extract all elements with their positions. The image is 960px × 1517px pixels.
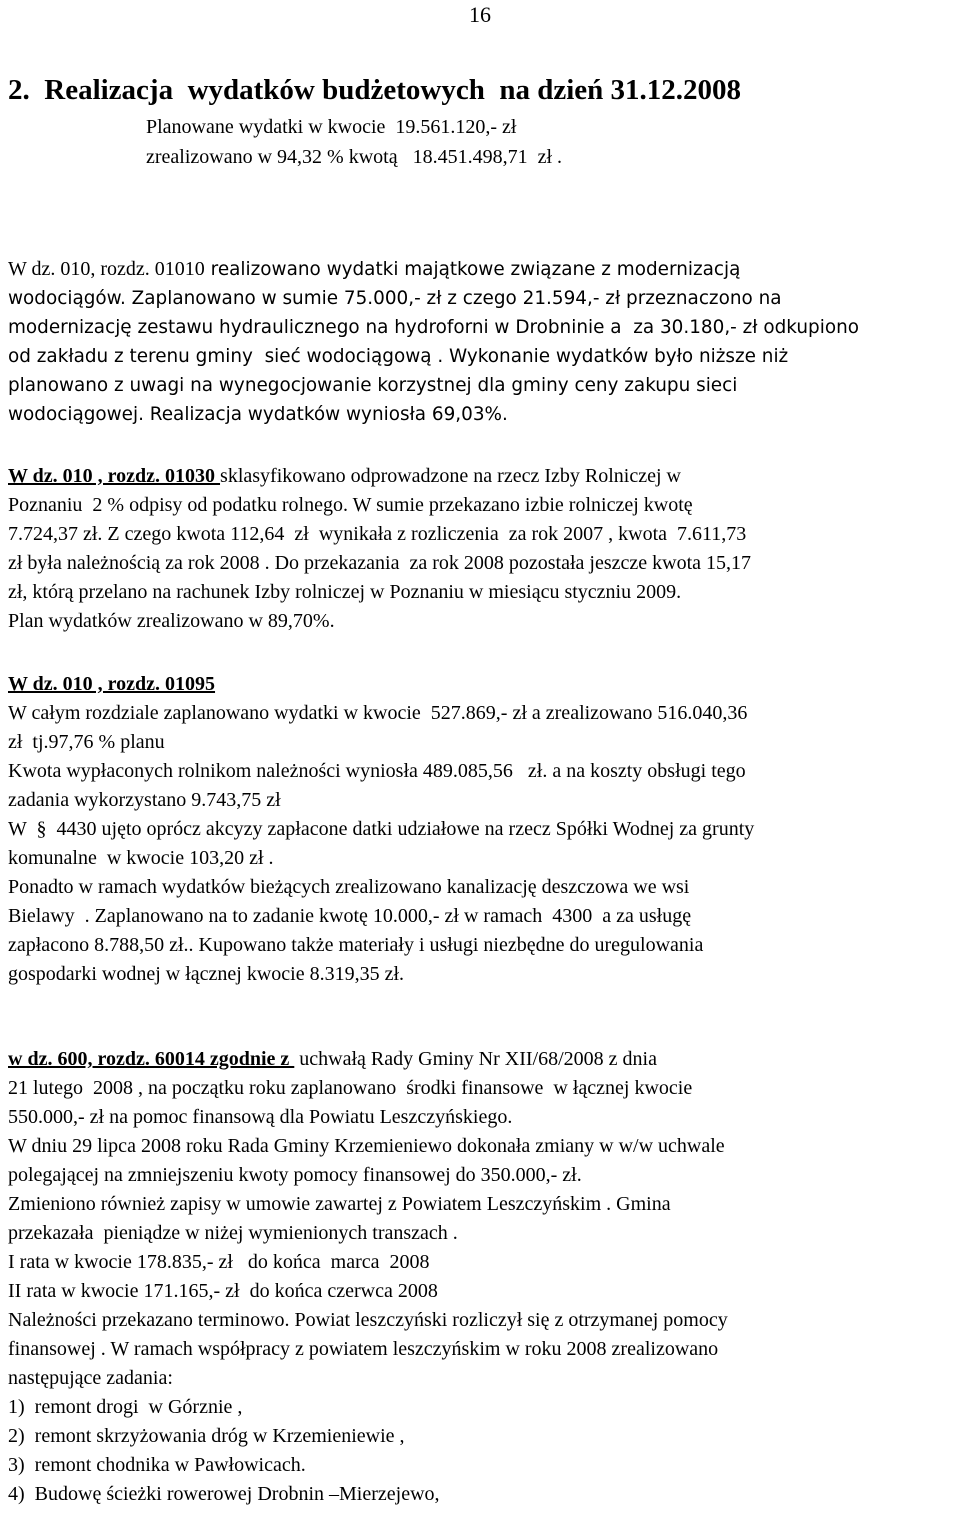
text-line: Należności przekazano terminowo. Powiat leszczyński rozliczył się z otrzymanej pomocy <box>8 1309 728 1331</box>
text-line: Kwota wypłaconych rolnikom należności wyniosła 489.085,56 zł. a na koszty obsługi tego <box>8 760 746 782</box>
list-item: 4) Budowę ścieżki rowerowej Drobnin –Mierzejewo, <box>8 1483 440 1505</box>
text-line: zł była należnością za rok 2008 . Do przekazania za rok 2008 pozostała jeszcze kwota 15,17 <box>8 552 752 574</box>
section-01010 <box>8 255 958 429</box>
text-line: W dz. 010, rozdz. 01010 realizowano wydatki majątkowe związane z modernizacją <box>8 258 741 280</box>
text-line: komunalne w kwocie 103,20 zł . <box>8 847 274 869</box>
text-line: od zakładu z terenu gminy sieć wodociągową . Wykonanie wydatków było niższe niż <box>8 346 789 367</box>
text-line: w dz. 600, rozdz. 60014 zgodnie z uchwałą Rady Gminy Nr XII/68/2008 z dnia <box>8 1048 657 1070</box>
section-01010-head: W dz. 010, rozdz. 01010 <box>8 258 205 280</box>
text-line: Plan wydatków zrealizowano w 89,70%. <box>8 610 335 632</box>
text-line: zł, którą przelano na rachunek Izby rolniczej w Poznaniu w miesiącu styczniu 2009. <box>8 581 682 603</box>
text-line: Zmieniono również zapisy w umowie zawartej z Powiatem Leszczyńskim . Gmina <box>8 1193 671 1215</box>
text-line: Ponadto w ramach wydatków bieżących zrealizowano kanalizację deszczowa we wsi <box>8 876 690 898</box>
text-line: finansowej . W ramach współpracy z powiatem leszczyńskim w roku 2008 zrealizowano <box>8 1338 719 1360</box>
realized-expenses-line: zrealizowano w 94,32 % kwotą 18.451.498,71 zł . <box>146 146 563 168</box>
section-01030-head: W dz. 010 , rozdz. 01030 <box>8 465 221 487</box>
list-item: 3) remont chodnika w Pawłowicach. <box>8 1454 306 1476</box>
text-line: zł tj.97,76 % planu <box>8 731 165 753</box>
planned-expenses-line: Planowane wydatki w kwocie 19.561.120,- zł <box>146 116 517 138</box>
section-60014-head: w dz. 600, rozdz. 60014 zgodnie z <box>8 1048 295 1070</box>
text-line: polegającej na zmniejszeniu kwoty pomocy finansowej do 350.000,- zł. <box>8 1164 582 1186</box>
text-line: modernizację zestawu hydraulicznego na hydroforni w Drobninie a za 30.180,- zł odkupiono <box>8 317 859 338</box>
text-line: 7.724,37 zł. Z czego kwota 112,64 zł wynikała z rozliczenia za rok 2007 , kwota 7.611,73 <box>8 523 747 545</box>
text-line: W dniu 29 lipca 2008 roku Rada Gminy Krzemieniewo dokonała zmiany w w/w uchwale <box>8 1135 725 1157</box>
text-line: 550.000,- zł na pomoc finansową dla Powiatu Leszczyńskiego. <box>8 1106 513 1128</box>
text-line: W dz. 010 , rozdz. 01030 sklasyfikowano odprowadzone na rzecz Izby Rolniczej w <box>8 465 681 487</box>
section-01095-head: W dz. 010 , rozdz. 01095 <box>8 673 216 695</box>
section-heading: 2. Realizacja wydatków budżetowych na dzień 31.12.2008 <box>8 74 742 106</box>
text-line: Bielawy . Zaplanowano na to zadanie kwotę 10.000,- zł w ramach 4300 a za usługę <box>8 905 692 927</box>
text-line: W § 4430 ujęto oprócz akcyzy zapłacone datki udziałowe na rzecz Spółki Wodnej za grunty <box>8 818 755 840</box>
text-line: planowano z uwagi na wynegocjowanie korzystnej dla gminy ceny zakupu sieci <box>8 375 738 396</box>
text-line: Poznaniu 2 % odpisy od podatku rolnego. W sumie przekazano izbie rolniczej kwotę <box>8 494 693 516</box>
text-line: wodociągowej. Realizacja wydatków wyniosła 69,03%. <box>8 404 508 425</box>
section-01095 <box>8 670 958 989</box>
text-line: wodociągów. Zaplanowano w sumie 75.000,- zł z czego 21.594,- zł przeznaczono na <box>8 288 782 309</box>
text-line: I rata w kwocie 178.835,- zł do końca marca 2008 <box>8 1251 430 1273</box>
text-line: II rata w kwocie 171.165,- zł do końca czerwca 2008 <box>8 1280 438 1302</box>
text-line: 21 lutego 2008 , na początku roku zaplanowano środki finansowe w łącznej kwocie <box>8 1077 693 1099</box>
text-line: przekazała pieniądze w niżej wymienionych transzach . <box>8 1222 458 1244</box>
text-line: zadania wykorzystano 9.743,75 zł <box>8 789 281 811</box>
text-line: gospodarki wodnej w łącznej kwocie 8.319,35 zł. <box>8 963 405 985</box>
page-number: 16 <box>469 2 491 27</box>
list-item: 1) remont drogi w Górznie , <box>8 1396 243 1418</box>
section-01030 <box>8 462 958 636</box>
text-line: zapłacono 8.788,50 zł.. Kupowano także materiały i usługi niezbędne do uregulowania <box>8 934 704 956</box>
section-60014 <box>8 1045 958 1509</box>
text-line: W całym rozdziale zaplanowano wydatki w kwocie 527.869,- zł a zrealizowano 516.040,36 <box>8 702 748 724</box>
list-item: 2) remont skrzyżowania dróg w Krzemieniewie , <box>8 1425 405 1447</box>
text-line: następujące zadania: <box>8 1367 173 1389</box>
